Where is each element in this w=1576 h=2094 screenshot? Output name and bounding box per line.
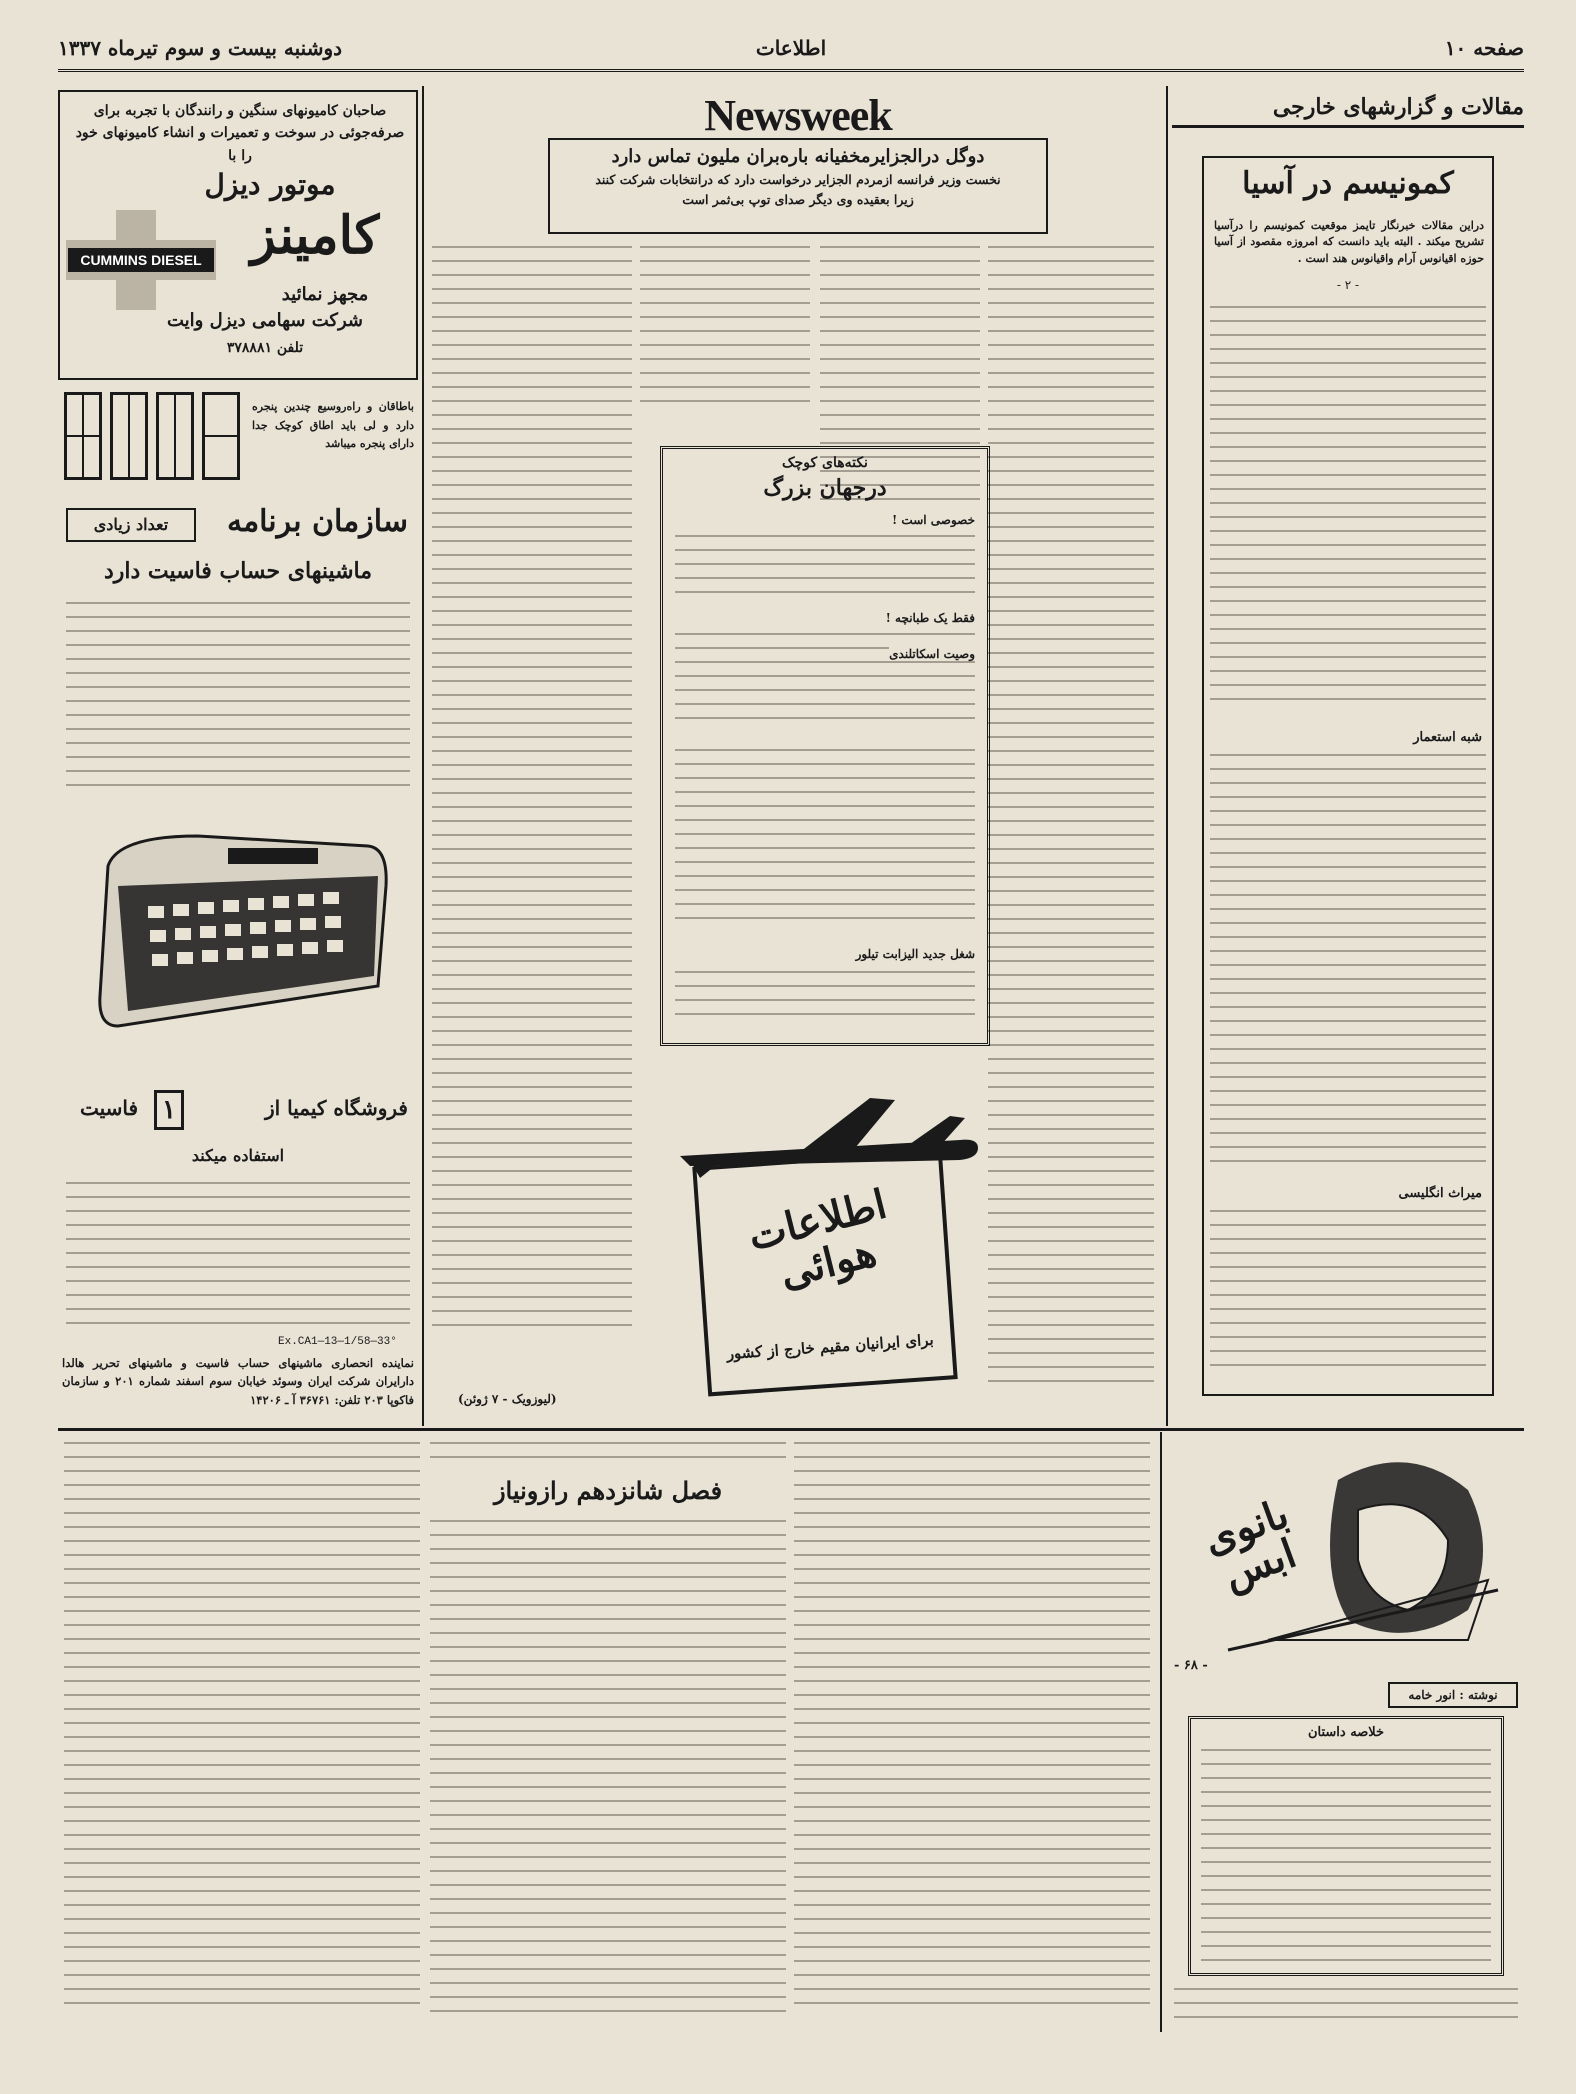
store-title: فروشگاه کیمیا از xyxy=(264,1096,408,1120)
airmail-title: اطلاعات هوائی xyxy=(743,1180,892,1298)
box-head: شغل جدید الیزابت تیلور xyxy=(855,947,975,961)
article-title: کمونیسم در آسیا xyxy=(1242,166,1454,201)
headline-box xyxy=(548,138,1048,234)
article-intro: دراین مقالات خبرنگار تایمز موقعیت کمونیسم را درآسیا تشریح میکند . البته باید دانست که امروزه مقصود از آسیا حوزه اقیانوس آرام واقیانوس هند است . xyxy=(1214,219,1484,265)
box-body xyxy=(675,749,975,949)
serial-column-1 xyxy=(794,1442,1150,2032)
cummins-logo-text: CUMMINS DIESEL xyxy=(68,248,214,272)
store-number: ۱ xyxy=(154,1090,184,1130)
box-body xyxy=(675,535,975,615)
airmail-subtitle: برای ایرانیان مقیم خارج از کشور xyxy=(726,1330,935,1364)
org-subtitle: ماشینهای حساب فاسیت دارد xyxy=(103,558,373,584)
article-subhead: شبه استعمار xyxy=(1413,730,1482,745)
masthead-date: دوشنبه بیست و سوم تیرماه ۱۳۳۷ xyxy=(58,36,343,60)
headline: دوگل درالجزایرمخفیانه باره‌بران ملیون تماس دارد xyxy=(611,146,985,167)
facit-footer: نماینده انحصاری ماشینهای حساب فاسیت و ماشینهای تحریر هالدا دارایران شرکت ایران وسوئد خیابان سوم اسفند شماره ۲۰۱ و سازمان فاکوپا ۲۰۳ تلفن: ۳۶۷۶۱ آ ـ ۱۴۲۰۶ xyxy=(62,1356,414,1407)
airmail-ad xyxy=(660,1078,990,1398)
news-column-1 xyxy=(988,246,1154,1423)
byline: (لیوزویک - ۷ ژوئن) xyxy=(458,1392,557,1406)
center-column xyxy=(428,88,1162,1423)
ad-code: Ex.CA1—13—1/58—33° xyxy=(278,1336,397,1348)
article-frame xyxy=(1202,156,1494,1396)
cummins-phone: تلفن ۳۷۸۸۸۱ xyxy=(226,340,304,356)
cummins-equip: مجهز نمائید xyxy=(281,284,369,305)
box-body xyxy=(675,971,975,1041)
org-badge: تعداد زیادی xyxy=(66,508,196,542)
headline-subhead: زیرا بعقیده وی دیگر صدای توپ بی‌ثمر است xyxy=(682,192,914,207)
right-column xyxy=(1172,88,1524,1423)
window-ad xyxy=(58,388,418,488)
newsweek-logo: Newsweek xyxy=(704,91,892,140)
org-title: سازمان برنامه xyxy=(227,504,408,539)
serial-column-2 xyxy=(430,1442,786,1470)
column-rule xyxy=(422,86,424,1426)
article-body xyxy=(1210,306,1486,736)
box-head: فقط یک طبانچه ! xyxy=(885,611,975,625)
chapter-title: فصل شانزدهم رازونیاز xyxy=(493,1476,723,1505)
facit-ad xyxy=(58,496,418,1406)
column-rule xyxy=(1160,1432,1162,2032)
cummins-ad xyxy=(58,90,418,380)
cummins-logo xyxy=(66,210,216,310)
cummins-intro: صاحبان کامیونهای سنگین و رانندگان با تجربه برای صرفه‌جوئی در سوخت و تعمیرات و انشاء کامیونهای خود را با xyxy=(75,103,405,164)
masthead-paper-name: اطلاعات xyxy=(755,36,827,60)
column-rule xyxy=(1166,86,1168,1426)
cummins-company: شرکت سهامی دیزل وایت xyxy=(167,310,363,331)
masthead xyxy=(58,30,1524,72)
facit-body xyxy=(66,602,410,802)
store-use: استفاده میکند xyxy=(191,1146,285,1165)
window-illustration xyxy=(64,392,244,482)
summary-box xyxy=(1188,1716,1504,1976)
left-ads-column xyxy=(58,88,418,1423)
small-things-box xyxy=(660,446,990,1046)
news-column-3 xyxy=(640,246,810,416)
cummins-brand: کامینز xyxy=(250,205,380,266)
box-head: خصوصی است ! xyxy=(891,513,975,527)
store-brand: فاسیت xyxy=(79,1096,139,1120)
serial-number: - ۶۸ - xyxy=(1174,1658,1208,1673)
serial-body xyxy=(1174,1988,1518,2034)
serial-header xyxy=(1168,1436,1524,2036)
box-subtitle: درجهان بزرگ xyxy=(763,475,887,501)
section-rule xyxy=(58,1428,1524,1431)
serial-author: نوشته : انور خامه xyxy=(1388,1682,1518,1708)
article-part: - ۲ - xyxy=(1336,278,1360,292)
store-body xyxy=(66,1182,410,1342)
airmail-card xyxy=(692,1150,957,1397)
article-subhead: میراث انگلیسی xyxy=(1398,1186,1482,1201)
cummins-engine: موتور دیزل xyxy=(204,168,336,201)
summary-title: خلاصه داستان xyxy=(1307,1725,1385,1740)
calculator-machine-image xyxy=(78,826,398,1046)
masthead-page-number: صفحه ۱۰ xyxy=(1444,36,1524,60)
box-head: وصیت اسکاتلندی xyxy=(889,647,975,661)
summary-body xyxy=(1201,1749,1491,1969)
serial-column-2 xyxy=(430,1520,786,2032)
section-title: مقالات و گزارشهای خارجی xyxy=(1172,92,1524,128)
article-body xyxy=(1210,754,1486,1194)
news-column-4 xyxy=(432,246,632,1406)
headline-subhead: نخست وزیر فرانسه ازمردم الجزایر درخواست دارد که درانتخابات شرکت کنند xyxy=(595,172,1001,187)
serial-body-columns xyxy=(58,1436,1156,2036)
article-body xyxy=(1210,1210,1486,1390)
box-title: نکته‌های کوچک xyxy=(782,455,868,471)
serial-column-3 xyxy=(64,1442,420,2032)
serial-title: بانوی ابس xyxy=(1197,1489,1303,1599)
window-text: باطاقان و راه‌روسیع چندین پنجره دارد و لی باید اطاق کوچک جدا دارای پنجره میباشد xyxy=(252,400,414,451)
